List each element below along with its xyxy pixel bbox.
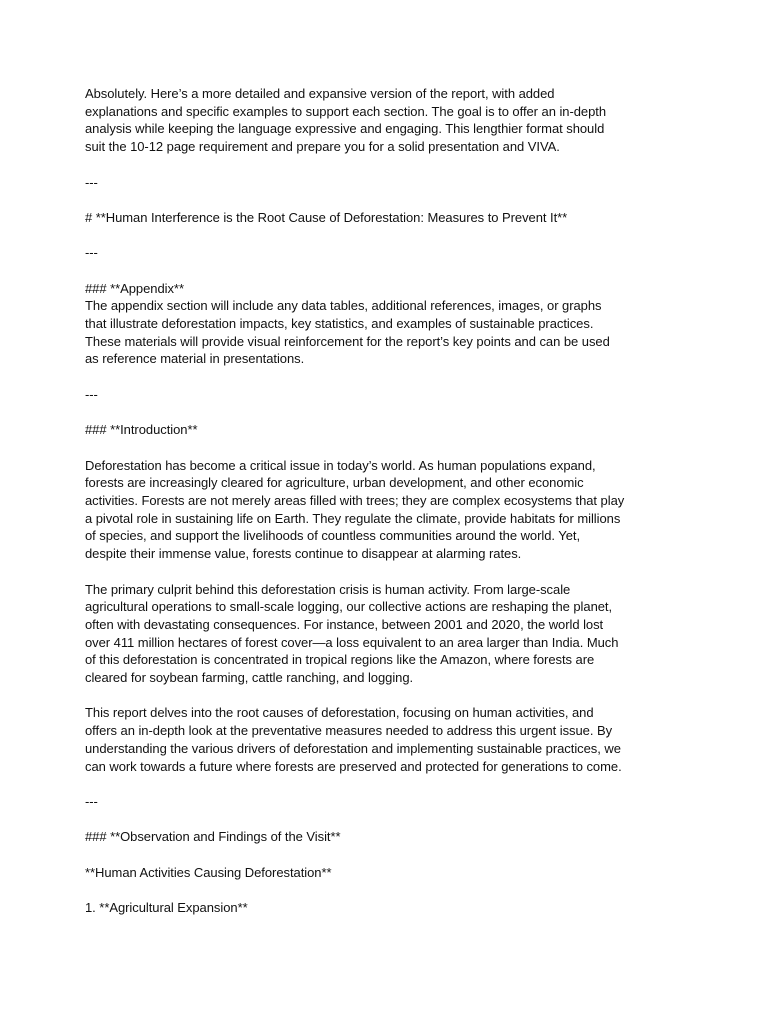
observation-heading: ### **Observation and Findings of the Visit** [85, 829, 341, 845]
appendix-heading: ### **Appendix** [85, 280, 184, 296]
appendix-paragraph: The appendix section will include any data tables, additional references, images, or graphs that illustrate deforestation impacts, key statistics, and examples of sustainable practices. These materials will provide visual reinforcement for the report’s key points and can be used as reference material in presentations. [85, 298, 610, 367]
list-item-agricultural-expansion: 1. **Agricultural Expansion** [85, 900, 248, 916]
separator: --- [85, 245, 98, 261]
report-title: # **Human Interference is the Root Cause of Deforestation: Measures to Prevent It** [85, 209, 568, 225]
document-body [85, 85, 625, 935]
introduction-paragraph-3: This report delves into the root causes of deforestation, focusing on human activities, and offers an in-depth look at the preventative measures needed to address this urgent issue. By understanding the various drivers of deforestation and implementing sustainable practices, we can work towards a future where forests are preserved and protected for generations to come. [85, 705, 622, 774]
separator: --- [85, 386, 98, 402]
subheading-human-activities: **Human Activities Causing Deforestation** [85, 864, 332, 880]
introduction-paragraph-2: The primary culprit behind this deforestation crisis is human activity. From large-scale agricultural operations to small-scale logging, our collective actions are reshaping the planet, often with devastating consequences. For instance, between 2001 and 2020, the world lost over 411 million hectares of forest cover—a loss equivalent to an area larger than India. Much of this deforestation is concentrated in tropical regions like the Amazon, where forests are cleared for soybean farming, cattle ranching, and logging. [85, 581, 619, 686]
introduction-heading: ### **Introduction** [85, 422, 198, 438]
introduction-paragraph-1: Deforestation has become a critical issue in today’s world. As human populations expand, forests are increasingly cleared for agriculture, urban development, and other economic activities. Forests are not merely areas filled with trees; they are complex ecosystems that play a pivotal role in sustaining life on Earth. They regulate the climate, provide habitats for millions of species, and support the livelihoods of countless communities around the world. Yet, despite their immense value, forests continue to disappear at alarming rates. [85, 457, 625, 562]
separator: --- [85, 793, 98, 809]
separator: --- [85, 174, 98, 190]
intro-paragraph: Absolutely. Here’s a more detailed and expansive version of the report, with added explanations and specific examples to support each section. The goal is to offer an in-depth analysis while keeping the language expressive and engaging. This lengthier format should suit the 10-12 page requirement and prepare you for a solid presentation and VIVA. [85, 86, 607, 155]
